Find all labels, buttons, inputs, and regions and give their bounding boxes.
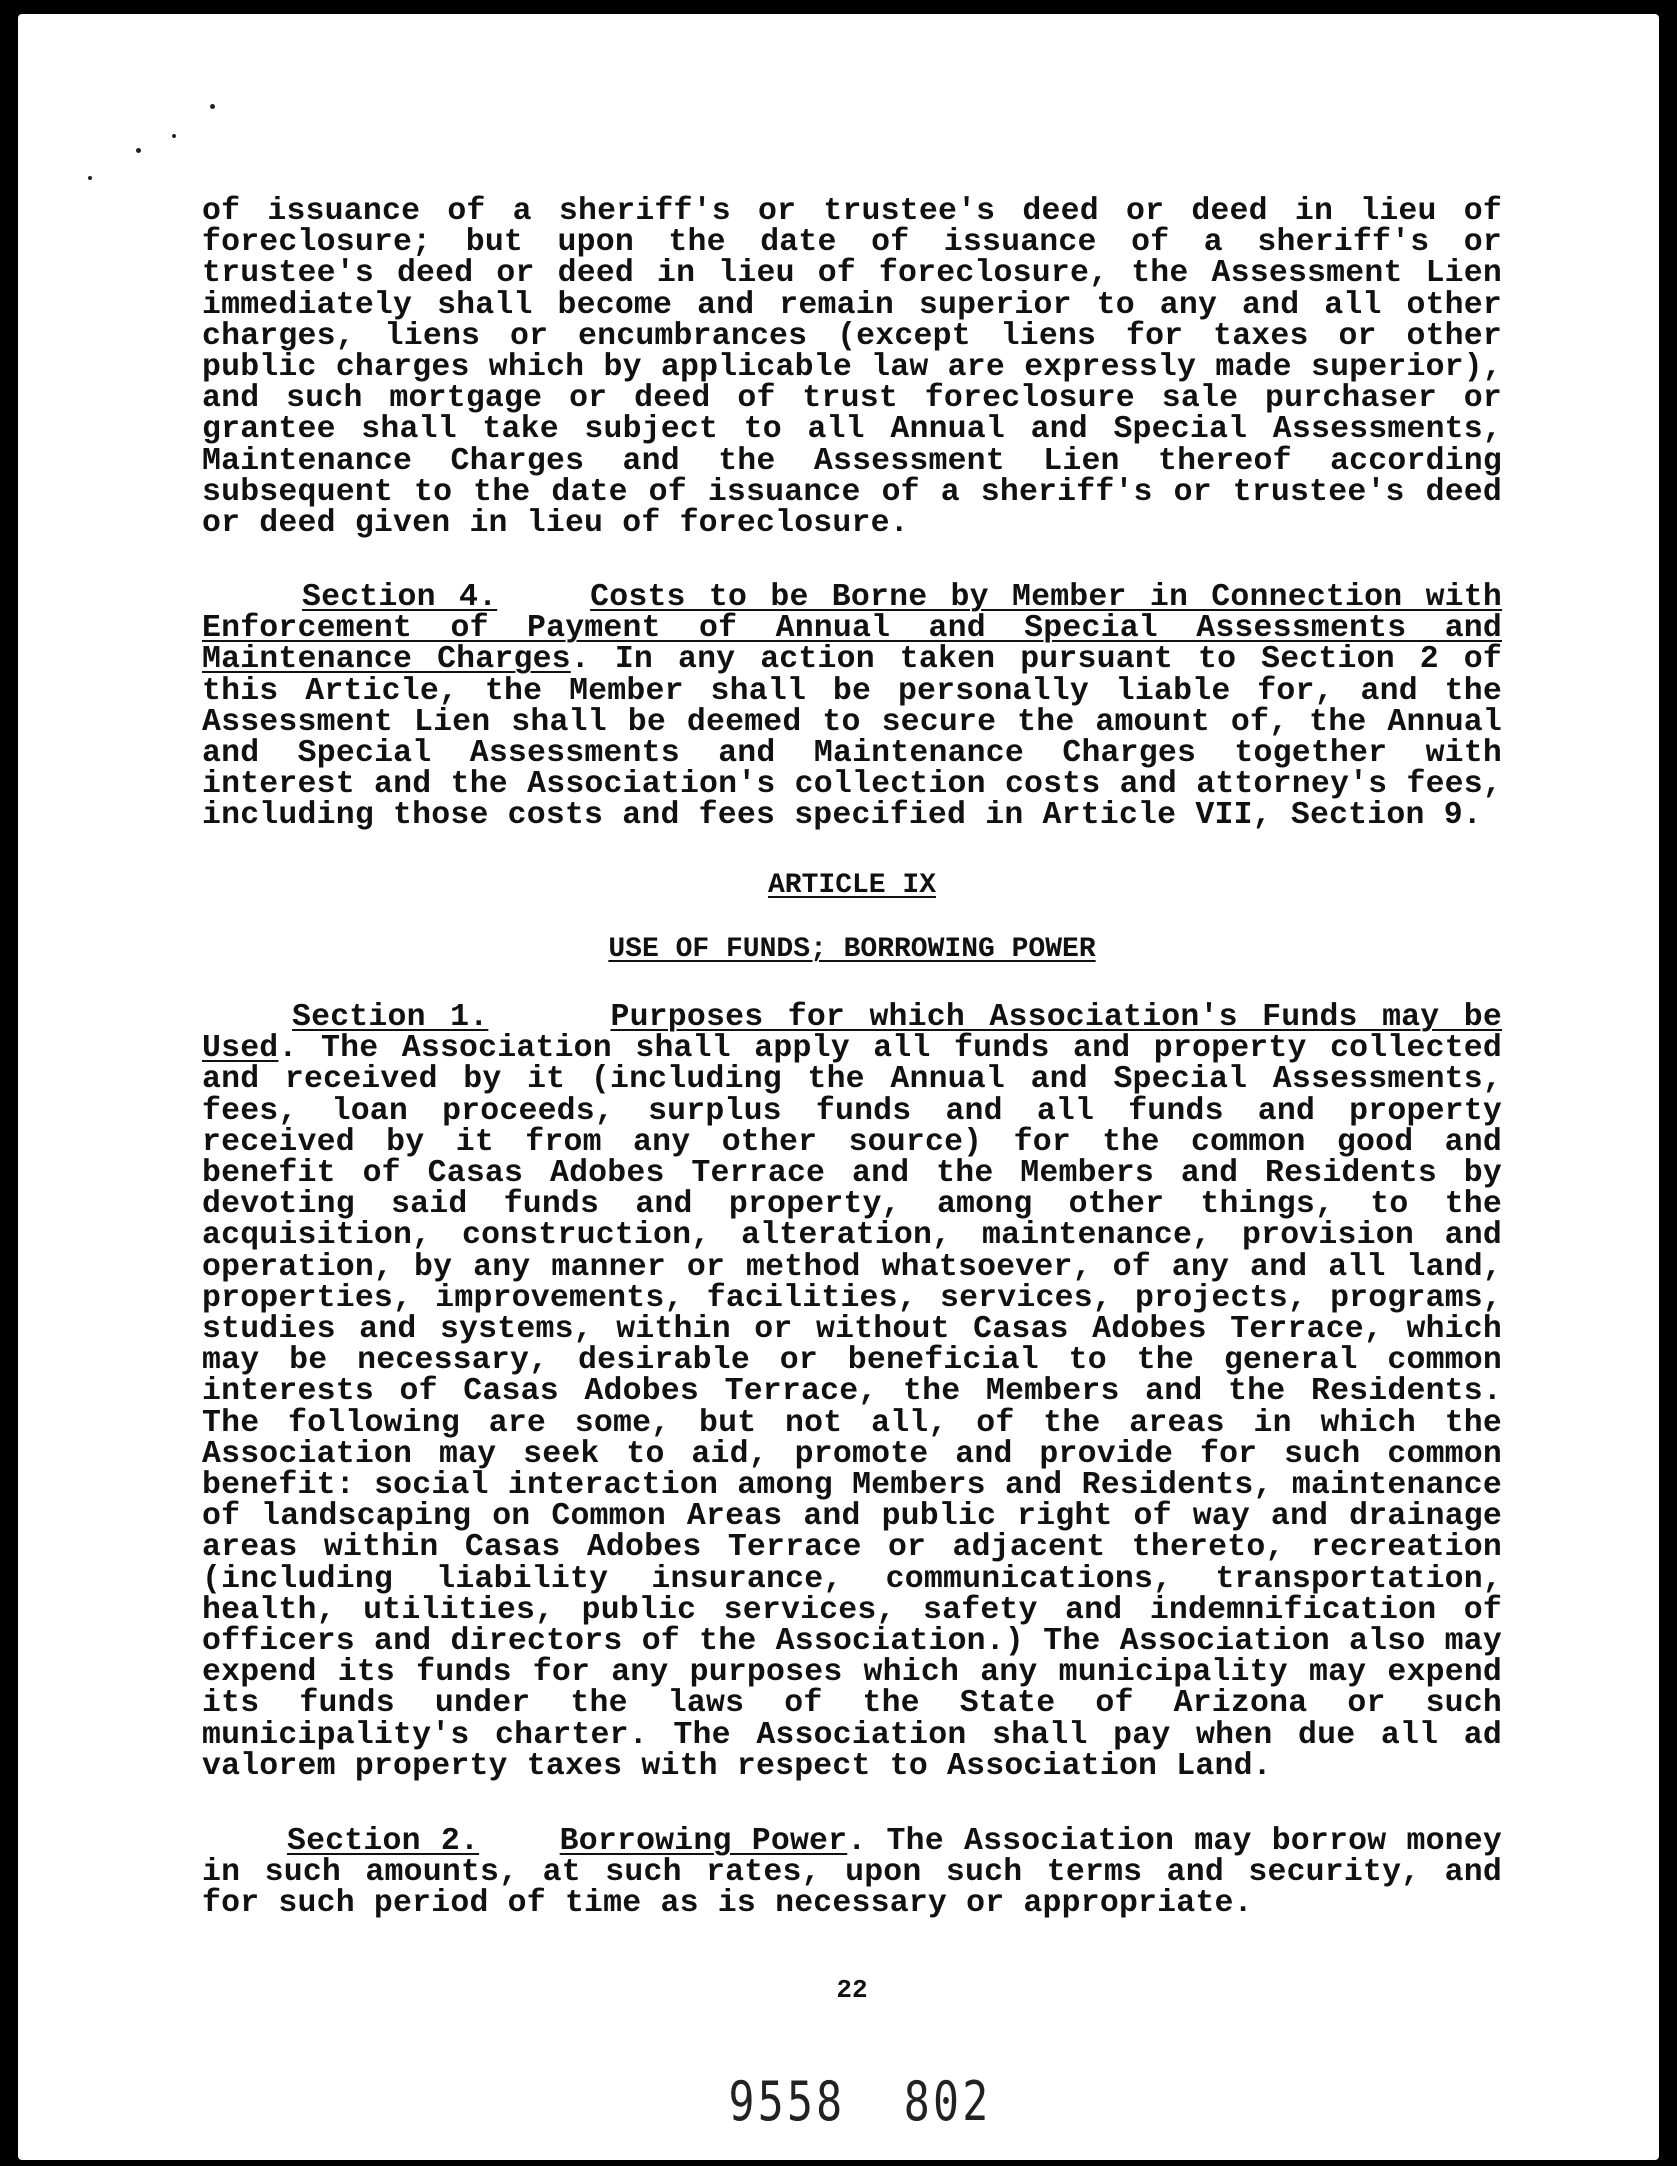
section-label: Section 2.	[287, 1824, 480, 1859]
section-heading: Borrowing Power	[559, 1824, 848, 1859]
scan-speck	[136, 148, 141, 153]
section-body: . The Association may borrow money in such amounts, at such rates, upon such terms and security, and for such period of time as is necessary or appropriate.	[202, 1824, 1502, 1922]
paragraph-section-2	[202, 1826, 1502, 1920]
article-title	[202, 870, 1502, 901]
section-heading: Purposes for which Association's Funds may be Used	[202, 1000, 1503, 1067]
section-label: Section 4.	[302, 580, 498, 615]
scan-speck	[172, 134, 176, 138]
document-number: 9558 802	[728, 2070, 992, 2133]
section-label: Section 1.	[292, 1000, 489, 1035]
paragraph-foreclosure	[202, 194, 1502, 542]
page-number: 22	[836, 1975, 868, 2005]
scan-border	[0, 0, 1677, 14]
article-subtitle	[202, 934, 1502, 965]
scan-speck	[210, 104, 215, 109]
paragraph-section-4	[202, 582, 1502, 832]
paragraph-text: of issuance of a sheriff's or trustee's deed or deed in lieu of foreclosure; but upon the date of issuance of a sheriff's or trustee's deed or deed in lieu of foreclosure, the Assessment Lien immediately shall become and remain superior to any and all other charges, liens or encumbrances (except liens for taxes or other public charges which by applicable law are expressly made superior), and such mortgage or deed of trust foreclosure sale purchaser or grantee shall take subject to all Annual and Special Assessments, Maintenance Charges and the Assessment Lien thereof according subsequent to the date of issuance of a sheriff's or trustee's deed or deed given in lieu of foreclosure.	[202, 194, 1502, 542]
paragraph-section-1	[202, 1002, 1502, 1782]
section-heading: Costs to be Borne by Member in Connection with Enforcement of Payment of Annual and Special Assessments and Maintenance Charges	[202, 580, 1502, 678]
article-title-text: ARTICLE IX	[767, 870, 937, 901]
section-body: . In any action taken pursuant to Section 2 of this Article, the Member shall be personally liable for, and the Assessment Lien shall be deemed to secure the amount of, the Annual and Special Assessments and Maintenance Charges together with interest and the Association's collection costs and attorney's fees, including those costs and fees specified in Article VII, Section 9.	[202, 642, 1502, 834]
article-subtitle-text: USE OF FUNDS; BORROWING POWER	[608, 934, 1096, 965]
scan-speck	[88, 176, 92, 180]
section-body: . The Association shall apply all funds and property collected and received by it (including the Annual and Special Assessments, fees, loan proceeds, surplus funds and all funds and property received by it from any other source) for the common good and benefit of Casas Adobes Terrace and the Members and Residents by devoting said funds and property, among other things, to the acquisition, construction, alteration, maintenance, provision and operation, by any manner or method whatsoever, of any and all land, properties, improvements, facilities, services, projects, programs, studies and systems, within or without Casas Adobes Terrace, which may be necessary, desirable or beneficial to the general common interests of Casas Adobes Terrace, the Members and the Residents. The following are some, but not all, of the areas in which the Association may seek to aid, promote and provide for such common benefit: social interaction among Members and Residents, maintenance of landscaping on Common Areas and public right of way and drainage areas within Casas Adobes Terrace or adjacent thereto, recreation (including liability insurance, communications, transportation, health, utilities, public services, safety and indemnification of officers and directors of the Association.) The Association also may expend its funds for any purposes which any municipality may expend its funds under the laws of the State of Arizona or such municipality's charter. The Association shall pay when due all ad valorem property taxes with respect to Association Land.	[202, 1031, 1502, 1784]
